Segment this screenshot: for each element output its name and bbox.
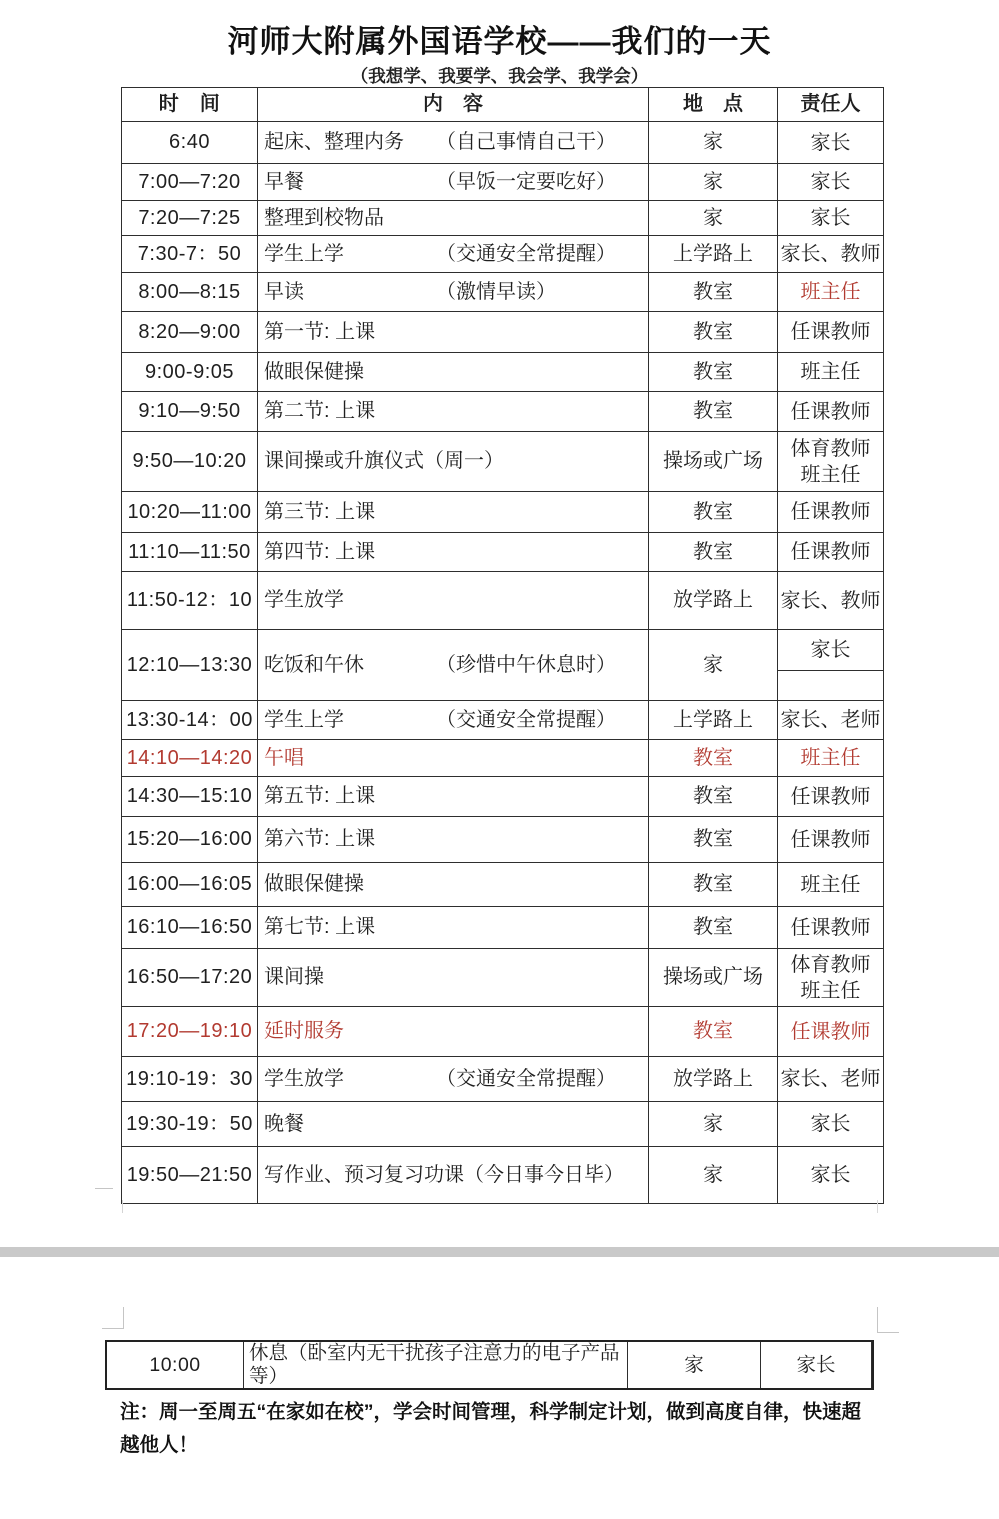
rest-time: 10:00 [107,1342,244,1388]
schedule-location-text: 教室 [693,785,733,807]
schedule-location-text: 教室 [693,873,733,895]
schedule-location [649,492,778,533]
schedule-location [649,312,778,353]
schedule-duty-text: 体育教师 [790,437,871,460]
schedule-location [649,353,778,392]
page1-bottom-left-mark-h [95,1188,113,1189]
schedule-time [122,492,258,533]
schedule-content [258,392,649,432]
schedule-row [122,1102,883,1147]
page2-top-left-mark-h [102,1328,124,1329]
schedule-row [122,907,883,949]
schedule-time-text: 13:30-14：00 [126,708,253,731]
schedule-duty-text: 任课教师 [790,785,871,808]
schedule-content [258,353,649,392]
schedule-rows [122,122,883,1203]
schedule-time-text: 17:20—19:10 [126,1020,253,1042]
schedule-content-text: 第七节: 上课 [264,916,376,938]
schedule-location [649,572,778,630]
schedule-time-text: 16:00—16:05 [126,873,253,895]
schedule-duty-subcell [778,630,883,670]
schedule-content [258,164,649,201]
schedule-duty-text: 班主任 [800,463,861,486]
schedule-time [122,1102,258,1147]
header-content: 内 容 [258,88,649,122]
schedule-row [122,701,883,740]
schedule-content [258,273,649,312]
schedule-time-text: 19:30-19：50 [126,1112,253,1135]
schedule-duty-text: 家长、老师 [780,1068,881,1090]
schedule-duty [778,572,883,630]
schedule-content-text: 做眼保健操 [264,360,364,383]
schedule-duty [778,630,883,701]
schedule-row [122,572,883,630]
schedule-duty-text: 家长 [810,1164,851,1186]
schedule-location-text: 教室 [693,500,733,523]
schedule-location-text: 放学路上 [673,589,753,611]
schedule-time-text: 14:30—15:10 [126,785,253,807]
schedule-content-text: 整理到校物品 [264,206,384,229]
schedule-content [258,1147,649,1203]
schedule-location-text: 家 [703,1163,723,1186]
schedule-content-text: 课间操或升旗仪式（周一） [264,450,504,472]
schedule-time [122,701,258,740]
schedule-duty-text: 家长 [810,131,851,154]
page-title: 河师大附属外国语学校——我们的一天 [227,24,772,59]
schedule-content [258,201,649,236]
schedule-duty-text: 任课教师 [790,400,871,423]
page1-bottom-left-mark-v [122,1200,123,1213]
schedule-location [649,907,778,949]
schedule-content [258,1102,649,1147]
schedule-location [649,630,778,701]
schedule-row [122,1057,883,1102]
rest-content: 休息（卧室内无干扰孩子注意力的电子产品等） [244,1342,628,1388]
schedule-time [122,1007,258,1057]
schedule-location-text: 教室 [693,320,733,343]
schedule-content-note: （交通安全常提醒） [436,242,616,265]
schedule-duty [778,1147,883,1203]
schedule-content [258,533,649,572]
schedule-time-text: 19:50—21:50 [126,1163,253,1186]
schedule-location [649,949,778,1007]
schedule-row [122,312,883,353]
schedule-location [649,201,778,236]
schedule-location [649,236,778,273]
schedule-content-text: 写作业、预习复习功课（今日事今日毕） [264,1163,624,1186]
schedule-duty-text: 任课教师 [790,321,871,343]
schedule-time [122,1147,258,1203]
header-location: 地 点 [649,88,778,122]
schedule-content-text: 学生放学 [264,1067,344,1090]
schedule-location [649,740,778,777]
schedule-time-text: 12:10—13:30 [126,653,253,676]
footnote: 注：周一至周五“在家如在校”，学会时间管理，科学制定计划，做到高度自律，快速超越他人！ [120,1401,862,1457]
schedule-content-text: 起床、整理内务 [264,131,404,153]
schedule-content [258,701,649,740]
schedule-content-note: （早饭一定要吃好） [436,170,616,193]
schedule-location [649,533,778,572]
schedule-content [258,907,649,949]
schedule-location [649,817,778,863]
page2-top-right-mark-v [877,1307,878,1333]
schedule-location-text: 教室 [693,540,733,563]
schedule-row [122,201,883,236]
schedule-duty-text: 班主任 [800,873,861,896]
schedule-row [122,1147,883,1203]
rest-location: 家 [628,1342,761,1388]
schedule-duty [778,432,883,492]
schedule-time [122,164,258,201]
schedule-content-text: 第六节: 上课 [264,828,376,850]
schedule-duty-text: 家长 [810,638,851,661]
schedule-location-text: 上学路上 [673,708,753,731]
schedule-duty-text: 班主任 [800,747,861,769]
schedule-row [122,630,883,701]
schedule-location-text: 教室 [693,400,733,422]
schedule-content [258,777,649,817]
schedule-content-note: （交通安全常提醒） [436,1067,616,1090]
page2-top-right-mark-h [877,1332,899,1333]
schedule-duty [778,817,883,863]
schedule-time [122,236,258,273]
schedule-duty-subcell-empty [778,670,883,700]
schedule-location [649,273,778,312]
schedule-header-row [122,88,883,122]
schedule-location-text: 教室 [693,746,733,769]
schedule-location [649,1102,778,1147]
schedule-row [122,533,883,572]
schedule-location [649,1147,778,1203]
schedule-content-text: 学生放学 [264,589,344,611]
schedule-time-text: 11:10—11:50 [128,540,251,563]
schedule-time-text: 16:10—16:50 [126,916,253,938]
schedule-duty [778,312,883,353]
schedule-duty [778,1102,883,1147]
schedule-location-text: 家 [703,1112,723,1135]
schedule-row [122,863,883,907]
schedule-row [122,1007,883,1057]
schedule-content-text: 延时服务 [264,1020,344,1042]
schedule-duty [778,353,883,392]
schedule-time-text: 6:40 [169,131,210,153]
schedule-content-text: 课间操 [264,966,324,988]
rest-duty: 家长 [761,1342,872,1388]
schedule-content [258,630,649,701]
schedule-location-text: 操场或广场 [663,966,763,988]
schedule-time [122,353,258,392]
schedule-time [122,312,258,353]
schedule-content [258,863,649,907]
schedule-time [122,817,258,863]
schedule-content [258,236,649,273]
schedule-time-text: 14:10—14:20 [126,746,253,769]
schedule-location-text: 放学路上 [673,1067,753,1090]
schedule-location-text: 教室 [693,280,733,303]
schedule-row [122,392,883,432]
schedule-duty-text: 家长 [810,171,851,193]
schedule-content-text: 第五节: 上课 [264,785,376,807]
schedule-content [258,312,649,353]
schedule-time-text: 7:00—7:20 [138,170,241,193]
schedule-location-text: 教室 [693,828,733,850]
schedule-duty [778,392,883,432]
schedule-time-text: 8:00—8:15 [138,280,241,303]
schedule-location [649,1007,778,1057]
schedule-content-text: 午唱 [264,746,304,769]
schedule-content [258,740,649,777]
schedule-row [122,492,883,533]
schedule-row [122,817,883,863]
schedule-content-text: 做眼保健操 [264,873,364,895]
schedule-content [258,492,649,533]
schedule-time-text: 9:00-9:05 [144,360,234,383]
schedule-content [258,122,649,164]
schedule-duty-text: 家长 [810,207,851,229]
schedule-duty [778,949,883,1007]
schedule-duty-text: 任课教师 [790,541,871,563]
schedule-time [122,122,258,164]
schedule-duty [778,236,883,273]
schedule-time [122,777,258,817]
schedule-time [122,533,258,572]
schedule-duty-text: 家长 [810,1113,851,1135]
schedule-row [122,122,883,164]
schedule-time-text: 19:10-19：30 [126,1067,253,1090]
header-time: 时 间 [122,88,258,122]
schedule-content-text: 第三节: 上课 [264,500,376,523]
schedule-duty [778,273,883,312]
schedule-content [258,817,649,863]
schedule-row [122,236,883,273]
schedule-content [258,572,649,630]
schedule-time [122,740,258,777]
schedule-duty [778,740,883,777]
schedule-row [122,740,883,777]
schedule-location [649,1057,778,1102]
schedule-duty [778,863,883,907]
page1-bottom-right-mark-v [877,1200,878,1213]
schedule-location-text: 操场或广场 [663,450,763,472]
schedule-location [649,432,778,492]
schedule-location-text: 家 [703,653,723,676]
schedule-row [122,777,883,817]
schedule-time-text: 10:20—11:00 [127,500,252,523]
schedule-row [122,949,883,1007]
schedule-time-text: 7:20—7:25 [138,206,241,229]
schedule-content-text: 早读 [264,280,304,303]
schedule-duty-text: 班主任 [800,979,861,1002]
schedule-duty-text: 家长、教师 [780,589,881,612]
schedule-time [122,949,258,1007]
schedule-time-text: 9:50—10:20 [132,450,247,472]
schedule-duty [778,492,883,533]
schedule-content-text: 学生上学 [264,242,344,265]
schedule-location [649,392,778,432]
schedule-location-text: 教室 [693,916,733,938]
schedule-duty [778,533,883,572]
schedule-location [649,863,778,907]
schedule-duty-text: 班主任 [800,361,861,383]
schedule-content [258,1057,649,1102]
schedule-content-text: 早餐 [264,170,304,193]
schedule-row [122,432,883,492]
schedule-location-text: 家 [703,170,723,193]
schedule-content-note: （珍惜中午休息时） [436,653,616,676]
schedule-duty [778,701,883,740]
schedule-duty [778,907,883,949]
page2-top-left-mark-v [123,1307,124,1329]
schedule-table [121,87,884,1204]
schedule-location-text: 家 [703,131,723,153]
schedule-time-text: 9:10—9:50 [138,400,241,422]
schedule-location [649,164,778,201]
page-subtitle: （我想学、我要学、我会学、我学会） [350,66,649,86]
schedule-time [122,572,258,630]
schedule-time [122,1057,258,1102]
schedule-time-text: 11:50-12：10 [126,589,253,611]
schedule-location [649,122,778,164]
schedule-location [649,777,778,817]
schedule-time [122,201,258,236]
header-duty: 责任人 [778,88,883,122]
schedule-time [122,392,258,432]
schedule-time [122,273,258,312]
schedule-duty [778,1007,883,1057]
schedule-time [122,863,258,907]
schedule-location-text: 教室 [693,1020,733,1042]
schedule-duty [778,777,883,817]
schedule-content [258,1007,649,1057]
schedule-duty [778,1057,883,1102]
schedule-content-text: 晚餐 [264,1112,304,1135]
schedule-duty-text: 家长、老师 [780,709,881,731]
schedule-duty-text: 任课教师 [790,828,871,851]
schedule-duty [778,201,883,236]
schedule-duty-text: 任课教师 [790,501,871,523]
page-break-band [0,1247,999,1257]
schedule-content-text: 第一节: 上课 [264,320,376,343]
schedule-time-text: 16:50—17:20 [126,966,253,988]
schedule-duty-text: 体育教师 [790,953,871,976]
schedule-time-text: 15:20—16:00 [126,828,253,850]
schedule-content-note: （激情早读） [436,280,556,303]
schedule-location-text: 家 [703,206,723,229]
schedule-content [258,949,649,1007]
schedule-content-text: 第二节: 上课 [264,400,376,422]
schedule-duty [778,122,883,164]
schedule-location [649,701,778,740]
schedule-duty-text: 家长、教师 [780,243,881,265]
schedule-content-note: （交通安全常提醒） [436,708,616,731]
schedule-duty-text: 班主任 [800,281,861,303]
schedule-row [122,164,883,201]
schedule-content-text: 学生上学 [264,708,344,731]
schedule-time [122,432,258,492]
schedule-content-note: （自己事情自己干） [436,131,616,153]
schedule-row [122,273,883,312]
schedule-content-text: 吃饭和午休 [264,653,364,676]
schedule-time [122,630,258,701]
schedule-duty-text: 任课教师 [790,1020,871,1043]
schedule-location-text: 教室 [693,360,733,383]
schedule-time-text: 8:20—9:00 [138,320,241,343]
schedule-duty-text: 任课教师 [790,916,871,939]
rest-table [105,1340,874,1390]
schedule-content [258,432,649,492]
schedule-content-text: 第四节: 上课 [264,540,376,563]
schedule-time-text: 7:30-7：50 [137,242,242,265]
schedule-location-text: 上学路上 [673,242,753,265]
schedule-time [122,907,258,949]
schedule-duty [778,164,883,201]
schedule-row [122,353,883,392]
